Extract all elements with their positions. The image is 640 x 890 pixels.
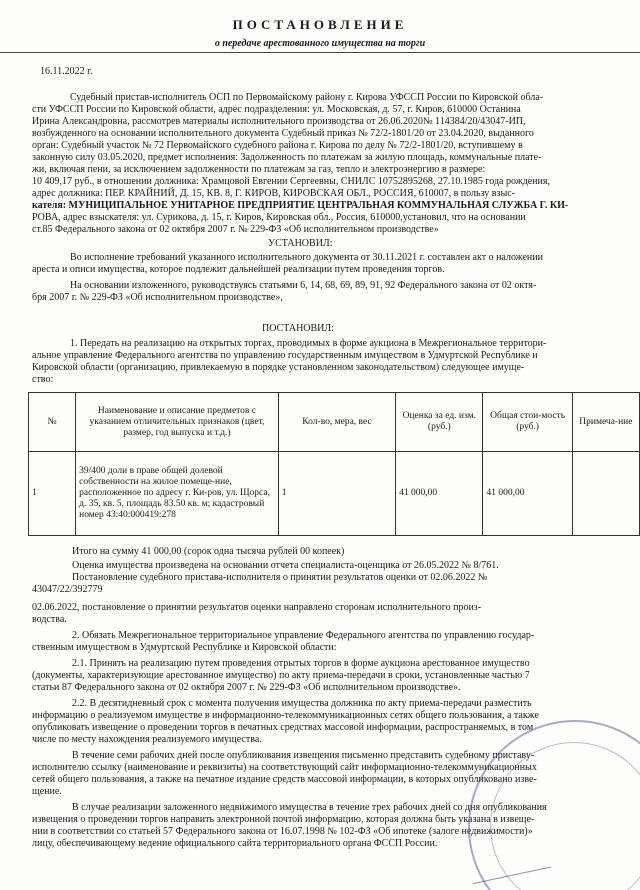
intro-line: сти УФССП России по Кировской области, адрес подразделения: ул. Московская, д. 57, г. Киров, 610000 Останина xyxy=(32,104,521,115)
established-line: ареста и описи имущества, которое подлежит дальнейшей реализации путем проведения торгов. xyxy=(32,264,445,275)
total-line: Итого на сумму 41 000,00 (сорок одна тысяча рублей 00 копеек) xyxy=(72,546,345,557)
resolved-heading: ПОСТАНОВИЛ: xyxy=(262,323,334,334)
after-table-line: щение. xyxy=(32,786,62,797)
intro-line: Ирина Александровна, рассмотрев материалы исполнительного производства от 26.06.2020№ 114384/20/43047-ИП, xyxy=(32,116,526,127)
resolution-line: 1. Передать на реализацию на открытых торгах, проводимых в форме аукциона в Межрегиональное территори- xyxy=(70,338,547,349)
table-header-row xyxy=(29,393,640,452)
header-cell: Общая стои-мость (руб.) xyxy=(483,393,572,452)
intro-line: возбужденного на основании исполнительного документа Судебный приказ № 72/2-1801/20 от 23.04.2020, выданного xyxy=(32,128,534,139)
intro-line: 10 409,17 руб., в отношении должника: Храмцовой Евгении Сергеевны, СНИЛС 10752895268, 27.10.1985 года рождения, xyxy=(32,176,550,187)
after-table-line: 2. Обязать Межрегиональное территориальное управление Федерального агентства по управлению государ- xyxy=(72,630,535,641)
established-heading: УСТАНОВИЛ: xyxy=(268,238,333,249)
header-cell: № xyxy=(29,393,76,452)
header-cell: Кол-во, мера, вес xyxy=(278,393,395,452)
cell-note xyxy=(572,452,639,536)
after-table-line: сетей общего пользования, а также на печатное издание средств массовой информации, в которых опубликовано изве- xyxy=(32,774,537,785)
after-table-line: В случае реализации заложенного недвижимого имущества в течение трех рабочих дней со дня опубликования xyxy=(72,802,547,813)
after-table-line: 2.1. Принять на реализацию путем проведения отрытых торгов в форме аукциона арестованное имущество xyxy=(72,658,530,669)
after-table-line: ственным имуществом в Удмуртской Республике и Кировской области: xyxy=(32,642,337,653)
title-divider xyxy=(0,52,640,53)
cell-number: 1 xyxy=(29,452,76,536)
after-table-line: лицу, обеспечивающему ведение официального сайта территориального органа ФССП России. xyxy=(32,838,438,849)
intro-line: жи, включая пени, за исключением задолженности по платежам за газ, тепло и электроэнергию в размере: xyxy=(32,164,486,175)
intro-line: кателя: МУНИЦИПАЛЬНОЕ УНИТАРНОЕ ПРЕДПРИЯТИЕ ЦЕНТРАЛЬНАЯ КОММУНАЛЬНАЯ СЛУЖБА Г. КИ- xyxy=(32,200,569,211)
intro-line: РОВА, адрес взыскателя: ул. Сурикова, д. 15, г. Киров, Кировская обл., Россия, 610000,установил, что на основании xyxy=(32,212,526,223)
cell-total: 41 000,00 xyxy=(483,452,572,536)
table-row xyxy=(29,452,640,536)
after-table-line: нии в соответствии со статьей 57 Федерального закона от 16.07.1998 № 102-ФЗ «Об ипотеке (залоге недвижимости)» xyxy=(32,826,533,837)
after-table-line: В течение семи рабочих дней после опубликования извещения письменно представить судебному приставу- xyxy=(72,750,535,761)
property-table xyxy=(28,392,640,536)
intro-line: законную силу 03.05.2020, предмет исполнения: Задолженность по платежам за жилую площадь, коммунальные плате- xyxy=(32,152,542,163)
document-title: ПОСТАНОВЛЕНИЕ xyxy=(232,17,408,32)
header-cell: Наименование и описание предметов с указанием отличительных признаков (цвет, размер, год выпуска и т.д.) xyxy=(76,393,279,452)
after-table-line: 2.2. В десятидневный срок с момента получения имущества должника по акту приема-передачи разместить xyxy=(72,698,532,709)
resolution-line: ство: xyxy=(32,374,54,385)
resolution-line: Кировской области (организацию, привлекаемую в порядке установленном законодательством) следующее имуще- xyxy=(32,362,525,373)
intro-line: ст.85 Федерального закона от 02 октября 2007 г. № 229-ФЗ «Об исполнительном производстве» xyxy=(32,224,439,235)
after-table-line: 43047/22/392779 xyxy=(32,584,103,595)
cell-quantity: 1 xyxy=(278,452,395,536)
after-table-line: исполнителю ссылку (наименование и реквизиты) на соответствующий сайт информационно-телекоммуникационных xyxy=(32,762,537,773)
after-table-line: информацию о реализуемом имуществе в информационно-телекоммуникационных сетях общего пользования, а также xyxy=(32,710,539,721)
after-table-line: водства. xyxy=(32,614,67,625)
intro-line: адрес должника: ПЕР. КРАЙНИЙ, Д. 15, КВ. 8, Г. КИРОВ, КИРОВСКАЯ ОБЛ., РОССИЯ, 610007, в пользу взыс- xyxy=(32,188,515,199)
after-table-line: статьи 87 Федерального закона от 02 октября 2007 г. № 229-ФЗ «Об исполнительном производстве». xyxy=(32,682,461,693)
after-table-line: числе по месту нахождения реализуемого имущества. xyxy=(32,734,262,745)
after-table-line: 02.06.2022, постановление о принятии результатов оценки направлено сторонам исполнительного произ- xyxy=(32,602,482,613)
resolution-line: альное управление Федерального агентства по управлению государственным имуществом в Удмуртской Республике и xyxy=(32,350,538,361)
basis-line: бря 2007 г. № 229-ФЗ «Об исполнительном производстве», xyxy=(32,292,283,303)
after-table-line: Оценка имущества произведена на основании отчета специалиста-оценщика от 26.05.2022 № 8/761. xyxy=(72,560,499,571)
cell-description: 39/400 доли в праве общей долевой собственности на жилое помеще-ние, расположенное по адресу г. Ки-ров, ул. Щорса, д. 35, кв. 5, площадь 83.50 кв. м; кадастровый номер 43:40:000419:278 xyxy=(76,452,279,536)
header-cell: Примеча-ние xyxy=(572,393,639,452)
document-subtitle: о передаче арестованного имущества на торги xyxy=(214,38,426,49)
header-cell: Оценка за ед. изм. (руб.) xyxy=(396,393,483,452)
after-table-line: (документы, характеризующие арестованное имущество) по акту приема-передачи в сроки, установленные частью 7 xyxy=(32,670,530,681)
after-table-line: опубликовать извещение о проведении торгов в печатных средствах массовой информации, распространяемых, в том xyxy=(32,722,534,733)
established-line: Во исполнение требований указанного исполнительного документа от 30.11.2021 г. составлен акт о наложении xyxy=(70,252,543,263)
cell-unit-price: 41 000,00 xyxy=(396,452,483,536)
after-table-line: Постановление судебного пристава-исполнителя о принятии результатов оценки от 02.06.2022 № xyxy=(72,572,488,583)
intro-line: орган: Судебный участок № 72 Первомайского судебного района г. Кирова по делу № 72/2-1801/20, вступившему в xyxy=(32,140,523,151)
basis-line: На основании изложенного, руководствуясь статьями 6, 14, 68, 69, 89, 91, 92 Федерального закона от 02 октя- xyxy=(70,280,537,291)
intro-line: Судебный пристав-исполнитель ОСП по Первомайскому району г. Кирова УФССП России по Кировской обла- xyxy=(70,92,544,103)
after-table-line: извещения о проведении торгов направить электронной почтой информацию, которая должна быть указана в извеще- xyxy=(32,814,535,825)
document-date: 16.11.2022 г. xyxy=(40,66,93,77)
